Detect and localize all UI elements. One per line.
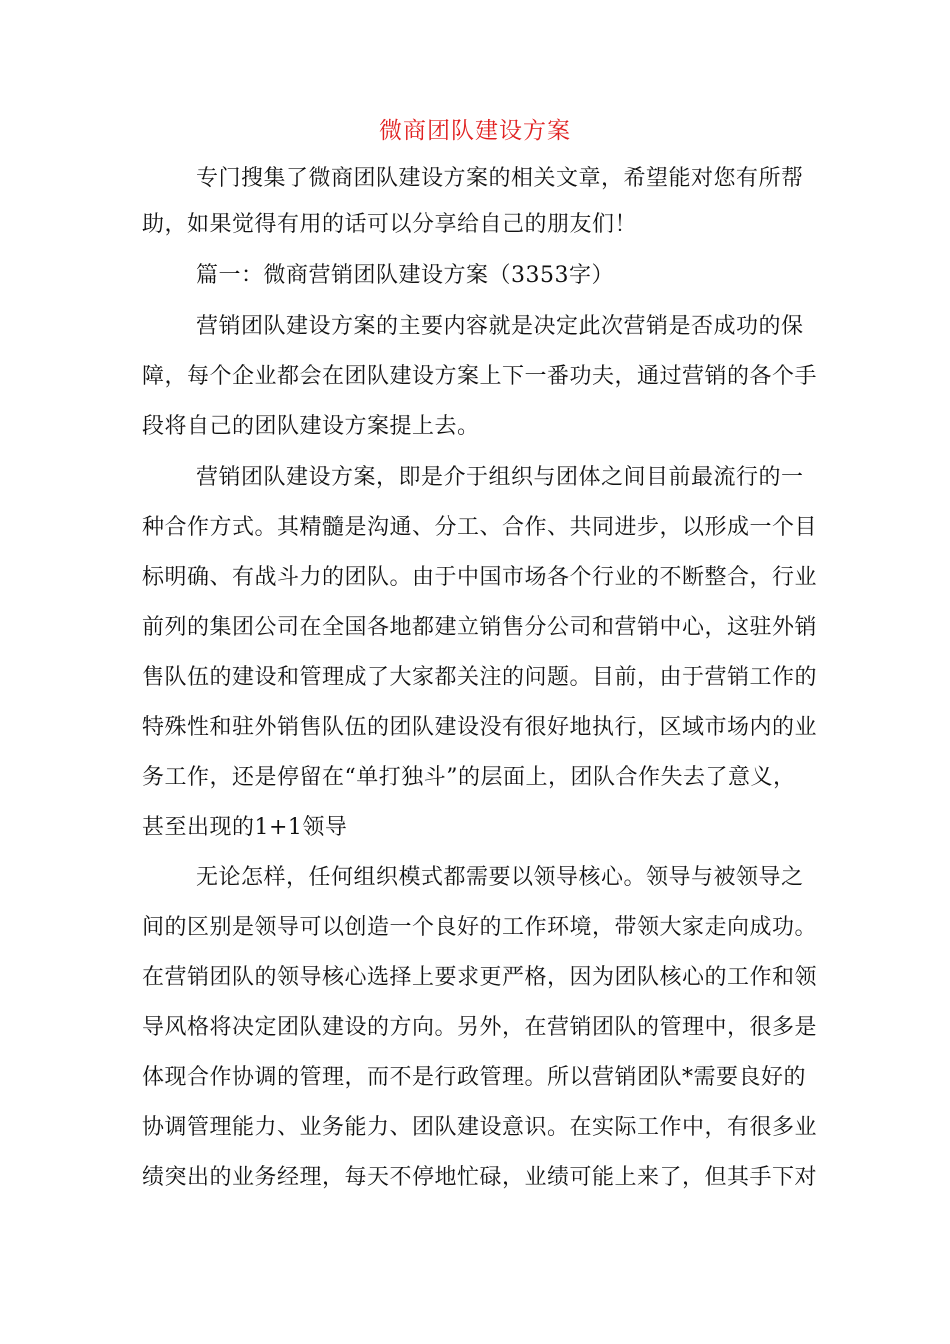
intro-line-1: 专门搜集了微商团队建设方案的相关文章，希望能对您有所帮: [196, 166, 804, 191]
paragraph-3-line-2: 间的区别是领导可以创造一个良好的工作环境，带领大家走向成功。: [142, 915, 818, 940]
paragraph-3-line-3: 在营销团队的领导核心选择上要求更严格，因为团队核心的工作和领: [142, 965, 818, 990]
paragraph-3-line-5: 体现合作协调的管理，而不是行政管理。所以营销团队*需要良好的: [142, 1065, 807, 1090]
section-heading: 篇一：微商营销团队建设方案（3353字）: [196, 263, 614, 288]
paragraph-3-line-6: 协调管理能力、业务能力、团队建设意识。在实际工作中，有很多业: [142, 1115, 818, 1140]
paragraph-2-line-5: 售队伍的建设和管理成了大家都关注的问题。目前，由于营销工作的: [142, 665, 818, 690]
document-title: 微商团队建设方案: [379, 118, 571, 144]
paragraph-2-line-4: 前列的集团公司在全国各地都建立销售分公司和营销中心，这驻外销: [142, 615, 818, 640]
paragraph-1-line-2: 障，每个企业都会在团队建设方案上下一番功夫，通过营销的各个手: [142, 364, 818, 389]
paragraph-3-line-7: 绩突出的业务经理，每天不停地忙碌，业绩可能上来了，但其手下对: [142, 1165, 818, 1190]
intro-line-2: 助，如果觉得有用的话可以分享给自己的朋友们！: [142, 212, 638, 237]
paragraph-1-line-1: 营销团队建设方案的主要内容就是决定此次营销是否成功的保: [196, 314, 804, 339]
paragraph-3-line-4: 导风格将决定团队建设的方向。另外，在营销团队的管理中，很多是: [142, 1015, 818, 1040]
paragraph-1-line-3: 段将自己的团队建设方案提上去。: [142, 414, 480, 439]
paragraph-2-line-2: 种合作方式。其精髓是沟通、分工、合作、共同进步，以形成一个目: [142, 515, 818, 540]
paragraph-2-line-6: 特殊性和驻外销售队伍的团队建设没有很好地执行，区域市场内的业: [142, 715, 818, 740]
paragraph-2-line-7: 务工作，还是停留在“单打独斗”的层面上，团队合作失去了意义，: [142, 765, 796, 790]
paragraph-2-line-1: 营销团队建设方案，即是介于组织与团体之间目前最流行的一: [196, 465, 804, 490]
paragraph-3-line-1: 无论怎样，任何组织模式都需要以领导核心。领导与被领导之: [196, 865, 804, 890]
paragraph-2-line-8: 甚至出现的1+1领导: [142, 815, 348, 840]
paragraph-2-line-3: 标明确、有战斗力的团队。由于中国市场各个行业的不断整合，行业: [142, 565, 818, 590]
